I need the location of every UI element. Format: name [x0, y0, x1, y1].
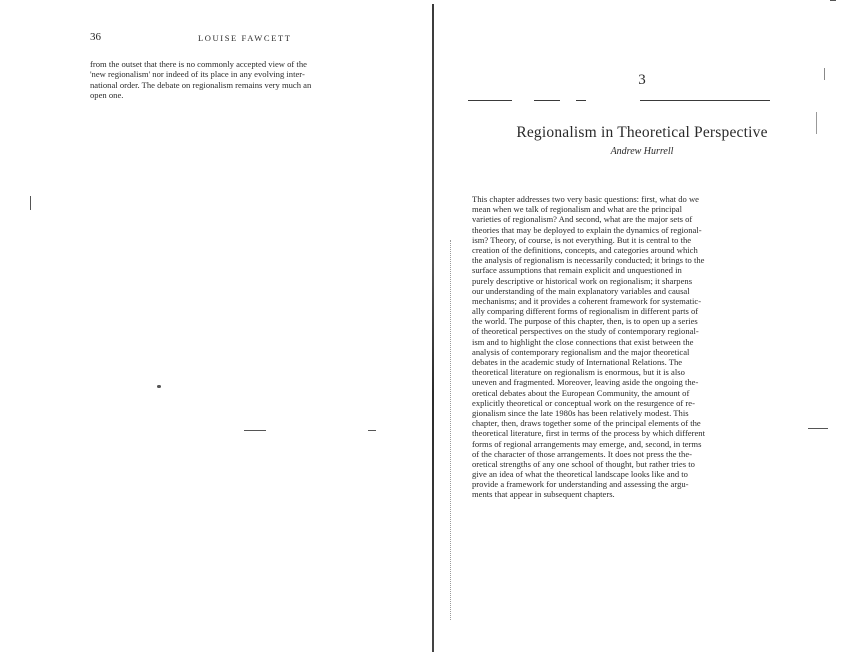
scan-speck: [30, 196, 31, 210]
chapter-title: Regionalism in Theoretical Perspective: [516, 124, 768, 141]
text-line: uneven and fragmented. Moreover, leaving aside the ongoing the-: [472, 377, 699, 388]
chapter-rule: [640, 100, 770, 101]
scan-speck: [830, 0, 836, 1]
chapter-body-text: [472, 194, 817, 500]
text-line: of theoretical perspectives on the study of contemporary regional-: [472, 326, 699, 337]
text-line: ism? Theory, of course, is not everything. But it is central to the: [472, 234, 692, 245]
text-line: mean when we talk of regionalism and what are the principal: [472, 204, 682, 215]
text-line: mechanisms; and it provides a coherent framework for systematic-: [472, 295, 702, 306]
book-gutter: [432, 4, 434, 652]
running-head: LOUISE FAWCETT: [198, 33, 292, 43]
chapter-rule: [576, 100, 586, 101]
text-line: ments that appear in subsequent chapters.: [472, 489, 615, 500]
text-line: ally comparing different forms of regionalism in different parts of: [472, 306, 699, 317]
text-line: 'new regionalism' nor indeed of its place in any evolving inter-: [90, 69, 305, 80]
scan-speck: [368, 430, 376, 431]
text-line: surface assumptions that remain explicit and unquestioned in: [472, 265, 682, 276]
text-line: ism and to highlight the close connections that exist between the: [472, 336, 694, 347]
scan-speck: [816, 112, 817, 134]
text-line: the analysis of regionalism is necessarily conducted; it brings to the: [472, 255, 705, 266]
text-line: analysis of contemporary regionalism and the major theoretical: [472, 346, 690, 357]
text-line: the world. The purpose of this chapter, then, is to open up a series: [472, 316, 698, 327]
text-line: varieties of regionalism? And second, what are the major sets of: [472, 214, 693, 225]
text-line: of the character of those arrangements. It does not press the the-: [472, 448, 693, 459]
text-line: give an idea of what the theoretical landscape looks like and to: [472, 469, 688, 480]
page-number: 36: [90, 31, 101, 43]
text-line: explicitly theoretical or conceptual work on the resurgence of re-: [472, 397, 695, 408]
scan-speck: [808, 428, 828, 429]
scan-speck: [824, 68, 825, 80]
text-line: open one.: [90, 89, 124, 100]
scan-speck: [157, 385, 161, 388]
text-line: chapter, then, draws together some of the principal elements of the: [472, 418, 701, 429]
text-line: purely descriptive or historical work on regionalism; it sharpens: [472, 275, 693, 286]
text-line: oretical debates about the European Community, the amount of: [472, 387, 690, 398]
text-line: This chapter addresses two very basic questions: first, what do we: [472, 194, 699, 204]
scan-speck: [244, 430, 266, 431]
text-line: debates in the academic study of International Relations. The: [472, 357, 683, 367]
text-line: provide a framework for understanding and assessing the argu-: [472, 479, 689, 490]
text-line: forms of regional arrangements may emerge, and, second, in terms: [472, 438, 702, 449]
chapter-number: 3: [638, 72, 646, 88]
text-line: theoretical literature on regionalism is enormous, but it is also: [472, 367, 685, 378]
chapter-rule: [468, 100, 512, 101]
text-line: from the outset that there is no commonly accepted view of the: [90, 59, 307, 69]
text-line: national order. The debate on regionalism remains very much an: [90, 79, 312, 90]
text-line: creation of the definitions, concepts, and categories around which: [472, 244, 698, 255]
right-page: [436, 0, 848, 656]
chapter-rule: [534, 100, 560, 101]
text-line: oretical strengths of any one school of thought, but rather tries to: [472, 458, 695, 469]
text-line: theoretical literature, first in terms of the process by which different: [472, 428, 705, 439]
text-line: our understanding of the main explanatory variables and causal: [472, 285, 690, 296]
text-line: theories that may be deployed to explain the dynamics of regional-: [472, 224, 702, 235]
text-line: gionalism since the late 1980s has been relatively modest. This: [472, 407, 689, 418]
left-page-text: [90, 59, 410, 100]
chapter-author: Andrew Hurrell: [610, 146, 674, 157]
